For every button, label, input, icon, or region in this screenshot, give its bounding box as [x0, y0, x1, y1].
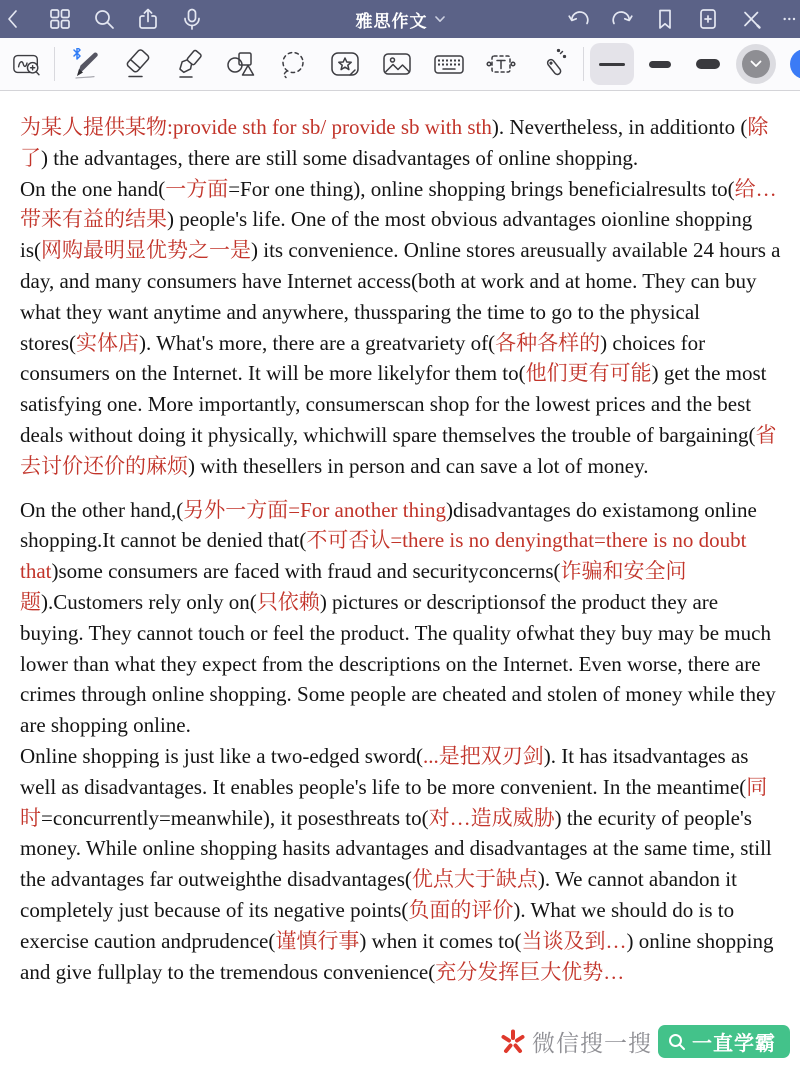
toolbar-divider-2: [583, 47, 584, 81]
chevron-down-icon: [750, 60, 762, 68]
essay-body-text: ). What we should do is to exercise caution andprudence(: [20, 897, 735, 953]
text-tool[interactable]: [484, 44, 518, 84]
essay-body-text: Online shopping is just like a two-edged sword(: [20, 743, 424, 768]
annotation-red-text: 负面的评价: [408, 897, 514, 922]
annotation-red-text: 对…造成威胁: [428, 805, 555, 830]
watermark-text: 微信搜一搜: [532, 1030, 652, 1056]
thin-line-glyph: [599, 63, 625, 66]
search-icon: [668, 1033, 686, 1051]
annotation-red-text: 优点大于缺点: [411, 867, 538, 892]
pen-cross-icon[interactable]: [739, 7, 763, 31]
essay-body-text: =concurrently=meanwhile), it posesthreats to(: [41, 805, 429, 830]
laser-pointer-tool[interactable]: [536, 44, 570, 84]
image-tool[interactable]: [380, 44, 414, 84]
zoom-window-tool[interactable]: [10, 44, 44, 84]
note-page[interactable]: [0, 91, 800, 1066]
watermark: [498, 1023, 792, 1060]
essay-body-text: )disadvantages do existamong online shopping.It cannot be denied that(: [20, 497, 757, 553]
annotation-red-text: 网购最明显优势之一是: [41, 238, 251, 263]
annotation-red-text: 只依赖: [256, 589, 320, 614]
annotation-red-text: 一方面: [165, 176, 229, 201]
annotation-red-text: 不可否认=there is no denyingthat=there is no doubt that: [20, 528, 747, 584]
annotation-red-text: 省去讨价还价的麻烦: [20, 422, 777, 478]
annotation-red-text: 各种各样的: [495, 330, 601, 355]
more-ellipsis-icon[interactable]: [782, 7, 798, 31]
pen-tool[interactable]: [68, 44, 102, 84]
essay-body-text: ). What's more, there are a greatvariety of(: [139, 330, 496, 355]
annotation-red-text: 他们更有可能: [525, 361, 652, 386]
eraser-tool[interactable]: [120, 44, 154, 84]
color-dropdown-swatch[interactable]: [736, 44, 776, 84]
annotation-red-text: 为某人提供某物:provide sth for sb/ provide sb with sth: [20, 115, 492, 139]
gray-color-swatch: [742, 50, 770, 78]
annotation-red-text: 另外一方面=For another thing: [183, 497, 446, 522]
microphone-icon[interactable]: [180, 7, 204, 31]
annotation-red-text: 给…带来有益的结果: [20, 176, 777, 232]
red-spark-icon: [500, 1029, 526, 1055]
tool-bar: [0, 38, 800, 91]
essay-body-text: ) its convenience. Online stores areusually available 24 hours a day, and many consumers have Internet access(both at work and at home. They can buy what they want anytime and anywhere, thussparing the time to go to the physical stores(: [20, 238, 781, 355]
thickness-medium-option[interactable]: [638, 43, 682, 85]
keyboard-tool[interactable]: [432, 44, 466, 84]
bookmark-icon[interactable]: [653, 7, 677, 31]
essay-body-text: =For one thing), online shopping brings beneficialresults to(: [228, 176, 735, 201]
title-chevron-down-icon: [435, 16, 445, 23]
annotation-red-text: 充分发挥巨大优势…: [435, 959, 625, 984]
annotation-red-text: 诈骗和安全问题: [20, 559, 687, 614]
essay-body-text: ). It has itsadvantages as well as disadvantages. It enables people's life to be more convenient. In the meantime(: [20, 743, 749, 799]
essay-body-text: ) when it comes to(: [359, 928, 522, 953]
annotation-red-text: ...是把双刃剑: [423, 743, 544, 768]
annotation-red-text: 谨慎行事: [275, 928, 360, 953]
shapes-tool[interactable]: [224, 44, 258, 84]
essay-body-text: ) the ecurity of people's money. While online shopping hasits advantages and disadvantages at the same time, still the advantages far outweighthe disadvantages(: [20, 805, 772, 892]
essay-body-text: On the one hand(: [20, 176, 166, 201]
essay-body-text: )some consumers are faced with fraud and securityconcerns(: [51, 559, 561, 584]
essay-body-text: ) choices for consumers on the Internet. It will be more likelyfor them to(: [20, 330, 706, 386]
essay-body-text: On the other hand,(: [20, 497, 184, 522]
paragraph: [20, 174, 782, 482]
share-icon[interactable]: [136, 7, 160, 31]
annotation-red-text: 除了: [20, 115, 769, 170]
redo-icon[interactable]: [610, 7, 634, 31]
essay-body-text: ).Customers rely only on(: [41, 589, 257, 614]
essay-body-text: ). Nevertheless, in additionto (: [491, 115, 748, 139]
toolbar-divider: [54, 47, 55, 81]
annotation-red-text: 实体店: [76, 330, 139, 355]
paragraph: [20, 112, 782, 174]
paragraph: [20, 495, 782, 741]
back-chevron-icon[interactable]: [4, 7, 28, 31]
thick-line-glyph: [696, 59, 720, 69]
top-navigation-bar: [0, 0, 800, 38]
essay-body-text: ) people's life. One of the most obvious advantages oionline shopping is(: [20, 207, 753, 263]
essay-body-text: ) the advantages, there are still some disadvantages of online shopping.: [41, 145, 639, 170]
essay-body-text: ) get the most satisfying one. More importantly, consumerscan shop for the lowest prices and the best deals without doing it physically, whichwill spare themselves the trouble of bargaining(: [20, 361, 767, 447]
annotation-red-text: 同时: [20, 774, 768, 830]
highlighter-tool[interactable]: [172, 44, 206, 84]
thickness-thick-option[interactable]: [686, 43, 730, 85]
search-icon[interactable]: [92, 7, 116, 31]
topbar-right-group: [567, 0, 798, 38]
topbar-left-group: [2, 0, 204, 38]
essay-body-text: ) online shopping and give fullplay to the tremendous convenience(: [20, 928, 774, 984]
watermark-badge: [658, 1025, 790, 1058]
sticker-tool[interactable]: [328, 44, 362, 84]
essay-body-text: ) with thesellers in person and can save a lot of money.: [188, 453, 649, 478]
medium-line-glyph: [649, 61, 671, 68]
essay-text: [20, 112, 782, 987]
grid-icon[interactable]: [48, 7, 72, 31]
thickness-thin-option[interactable]: [590, 43, 634, 85]
essay-body-text: ). We cannot abandon it completely just because of its negative points(: [20, 867, 737, 922]
page-title[interactable]: 雅思作文: [355, 11, 428, 31]
paragraph: [20, 741, 782, 987]
undo-icon[interactable]: [567, 7, 591, 31]
watermark-badge-text: 一直学霸: [692, 1033, 776, 1055]
blue-color-swatch[interactable]: [790, 49, 800, 79]
annotation-red-text: 当谈及到…: [521, 928, 627, 953]
add-page-icon[interactable]: [696, 7, 720, 31]
essay-body-text: ) pictures or descriptionsof the product they are buying. They cannot touch or feel the product. The quality ofwhat they buy may be much lower than what they expect from the descriptions on the Internet. Even worse, there are crimes through online shopping. Some people are cheated and stolen of money while they are shopping online.: [20, 589, 776, 738]
lasso-tool[interactable]: [276, 44, 310, 84]
